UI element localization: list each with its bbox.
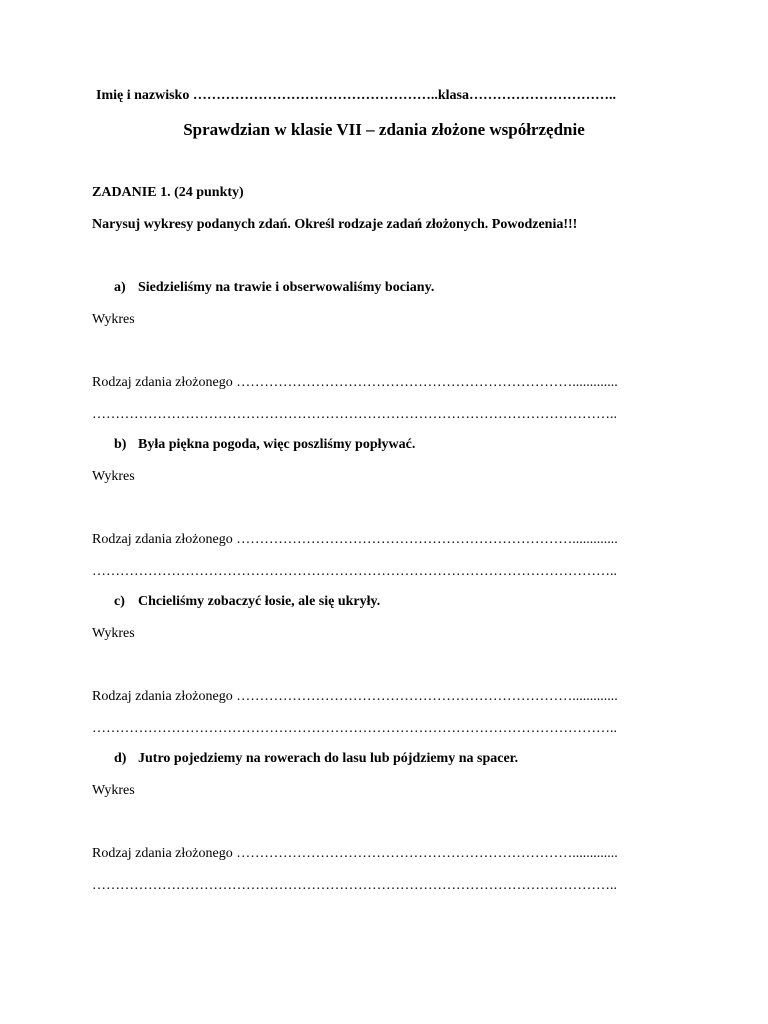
diagram-label-b: Wykres — [92, 469, 135, 484]
exercise-sentence-c — [114, 593, 380, 610]
answer-line-d: ………………………………………………………………………………………………….. — [92, 878, 617, 893]
sentence-type-line-b: Rodzaj zdania złożonego ………………………………………………………………............. — [92, 532, 618, 547]
exercise-marker: d) — [114, 751, 127, 766]
answer-line-c: ………………………………………………………………………………………………….. — [92, 721, 617, 736]
diagram-label-d: Wykres — [92, 783, 135, 798]
exercise-marker: a) — [114, 280, 126, 295]
answer-line-a: ………………………………………………………………………………………………….. — [92, 407, 617, 422]
exercise-sentence-b — [114, 436, 415, 453]
diagram-label-c: Wykres — [92, 626, 135, 641]
answer-line-b: ………………………………………………………………………………………………….. — [92, 564, 617, 579]
exercise-marker: c) — [114, 594, 125, 609]
exercise-sentence-text: Jutro pojedziemy na rowerach do lasu lub pójdziemy na spacer. — [138, 751, 519, 766]
exercise-sentence-text: Siedzieliśmy na trawie i obserwowaliśmy bociany. — [138, 280, 435, 295]
task-heading: ZADANIE 1. (24 punkty) — [92, 185, 244, 200]
diagram-label-a: Wykres — [92, 312, 135, 327]
exercise-sentence-a — [114, 279, 434, 296]
task-instruction: Narysuj wykresy podanych zdań. Określ rodzaje zadań złożonych. Powodzenia!!! — [92, 217, 578, 232]
exercise-sentence-text: Była piękna pogoda, więc poszliśmy popływać. — [138, 437, 416, 452]
exercise-sentence-d — [114, 750, 518, 767]
exercise-marker: b) — [114, 437, 127, 452]
exercise-sentence-text: Chcieliśmy zobaczyć łosie, ale się ukryły. — [138, 594, 381, 609]
sentence-type-line-a: Rodzaj zdania złożonego ………………………………………………………………............. — [92, 375, 618, 390]
sentence-type-line-d: Rodzaj zdania złożonego ………………………………………………………………............. — [92, 846, 618, 861]
sentence-type-line-c: Rodzaj zdania złożonego ………………………………………………………………............. — [92, 689, 618, 704]
student-name-class-line: Imię i nazwisko ……………………………………………..klasa………………………….. — [96, 88, 616, 103]
page-title: Sprawdzian w klasie VII – zdania złożone współrzędnie — [183, 120, 585, 139]
